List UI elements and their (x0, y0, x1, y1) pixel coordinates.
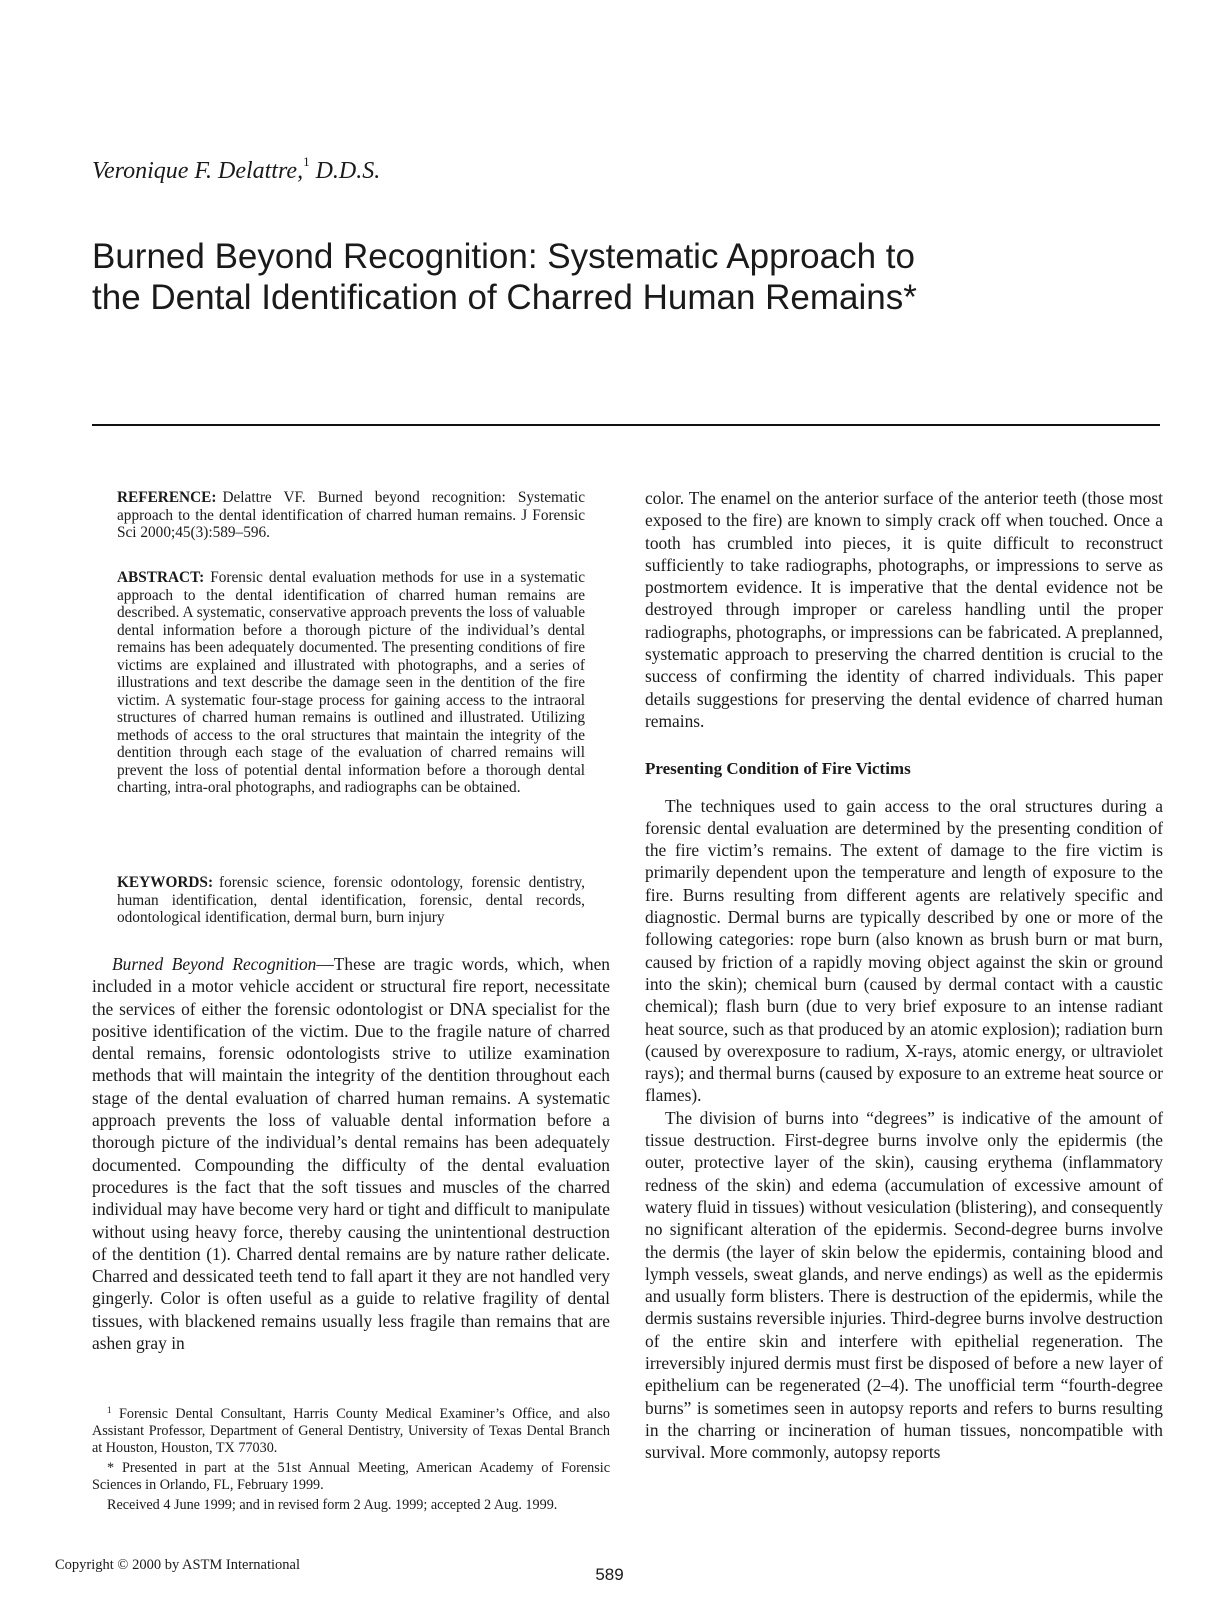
footnote-1 (92, 1406, 610, 1457)
author-name: Veronique F. Delattre, (92, 158, 304, 184)
left-body-column (92, 953, 610, 1354)
footnotes (92, 1406, 610, 1517)
footnote-1-marker: 1 (107, 1405, 112, 1415)
keywords-label: KEYWORDS: (117, 874, 214, 891)
copyright-notice: Copyright © 2000 by ASTM International (55, 1557, 301, 1573)
right-body-column (645, 487, 1163, 1463)
reference-label: REFERENCE: (117, 489, 217, 506)
section-paragraph-2: The division of burns into “degrees” is indicative of the amount of tissue destruction. First-degree burns involve only the epidermis (the outer, protective layer of the skin), causing erythema (inflammatory redness of the skin) and edema (accumulation of excessive amount of watery fluid in tissues) without vesiculation (blistering), and consequently no significant alteration of the epidermis. Second-degree burns involve the dermis (the layer of skin below the epidermis, containing blood and lymph vessels, sweat glands, and nerve endings) as well as the epidermis and usually form blisters. There is destruction of the epidermis, while the dermis sustains reversible injuries. Third-degree burns involve destruction of the entire skin and interfere with epithelial regeneration. The irreversibly injured dermis must first be disposed of before a new layer of epithelium can be regenerated (2–4). The unofficial term “fourth-degree burns” is sometimes seen in autopsy reports and refers to burns resulting in the charring or incineration of human tissues, noncompatible with survival. More commonly, autopsy reports (645, 1107, 1163, 1463)
intro-text: —These are tragic words, which, when included in a motor vehicle accident or structural fire report, necessitate the services of either the forensic odontologist or DNA specialist for the positive identification of the victim. Due to the fragile nature of charred dental remains, forensic odontologists strive to utilize examination methods that will maintain the integrity of the dentition throughout each stage of the dental evaluation of charred human remains. A systematic approach prevents the loss of valuable dental information before a thorough picture of the individual’s dental remains has been adequately documented. Compounding the difficulty of the dental evaluation procedures is the fact that the soft tissues and muscles of the charred individual may have become very hard or tight and difficult to manipulate without using heavy force, thereby causing the unintentional destruction of the dentition (1). Charred dental remains are by nature rather delicate. Charred and dessicated teeth tend to fall apart it they are not handled very gingerly. Color is often useful as a guide to relative fragility of dental tissues, with blackened remains usually less fragile than remains that are ashen gray in (92, 954, 611, 1354)
footnote-presented: * Presented in part at the 51st Annual Meeting, American Academy of Forensic Sciences in Orlando, FL, February 1999. (92, 1460, 610, 1493)
page-number: 589 (595, 1565, 624, 1584)
article-title: Burned Beyond Recognition: Systematic Approach to the Dental Identification of Charred Human Remains* (92, 237, 917, 317)
author-degree: D.D.S. (309, 158, 381, 184)
author-footnote-marker: 1 (303, 154, 310, 169)
abstract-block (117, 569, 585, 797)
reference-text: Delattre VF. Burned beyond recognition: Systematic approach to the dental identification of charred human remains. J Forensic Sci 2000;45(3):589–596. (117, 489, 585, 541)
section-heading: Presenting Condition of Fire Victims (645, 759, 911, 779)
keywords-text: forensic science, forensic odontology, forensic dentistry, human identification, dental identification, forensic, dental records, odontological identification, dermal burn, burn injury (117, 874, 585, 926)
intro-paragraph (92, 953, 610, 1354)
keywords-block (117, 874, 585, 927)
reference-block (117, 489, 585, 542)
abstract-label: ABSTRACT: (117, 569, 205, 586)
intro-continuation: color. The enamel on the anterior surface of the anterior teeth (those most exposed to the fire) are known to simply crack off when touched. Once a tooth has crumbled into pieces, it is quite difficult to reconstruct sufficiently to take radiographs, photographs, or impressions to serve as postmortem evidence. It is imperative that the dental evidence not be destroyed through improper or careless handling until the proper radiographs, photographs, or impressions can be fabricated. A preplanned, systematic approach to preserving the charred dentition is crucial to the success of confirming the identity of charred individuals. This paper details suggestions for preserving the dental evidence of charred human remains. (645, 488, 1163, 731)
author-line (92, 154, 381, 185)
abstract-text: Forensic dental evaluation methods for use in a systematic approach to the dental identification of charred human remains are described. A systematic, conservative approach prevents the loss of valuable dental information before a thorough picture of the individual’s dental remains has been adequately documented. The presenting conditions of fire victims are explained and illustrated with photographs, and a series of illustrations and text describe the damage seen in the dentition of the fire victim. A systematic four-stage process for gaining access to the intraoral structures of charred human remains is outlined and illustrated. Utilizing methods of access to the oral structures that maintain the integrity of the dentition through each stage of the evaluation of charred remains will prevent the loss of potential dental information before a thorough dental charting, intra-oral photographs, and radiographs can be obtained. (117, 569, 585, 796)
footnote-1-text: Forensic Dental Consultant, Harris County Medical Examiner’s Office, and also Assistant Professor, Department of General Dentistry, University of Texas Dental Branch at Houston, Houston, TX 77030. (92, 1406, 611, 1456)
footnote-received: Received 4 June 1999; and in revised form 2 Aug. 1999; accepted 2 Aug. 1999. (107, 1497, 558, 1513)
title-divider (92, 424, 1160, 426)
section-paragraph-1: The techniques used to gain access to the oral structures during a forensic dental evaluation are determined by the presenting condition of the fire victim’s remains. The extent of damage to the fire victim is primarily dependent upon the temperature and length of exposure to the fire. Burns resulting from different agents are relatively specific and diagnostic. Dermal burns are typically described by one or more of the following categories: rope burn (also known as brush burn or mat burn, caused by friction of a rapidly moving object against the skin or ground into the skin); chemical burn (caused by dermal contact with a caustic chemical); flash burn (due to very brief exposure to an intense radiant heat source, such as that produced by an atomic explosion); radiation burn (caused by overexposure to radium, X-rays, atomic energy, or ultraviolet rays); and thermal burns (caused by exposure to an extreme heat source or flames). (645, 795, 1163, 1106)
intro-italic-phrase: Burned Beyond Recognition (112, 954, 317, 974)
